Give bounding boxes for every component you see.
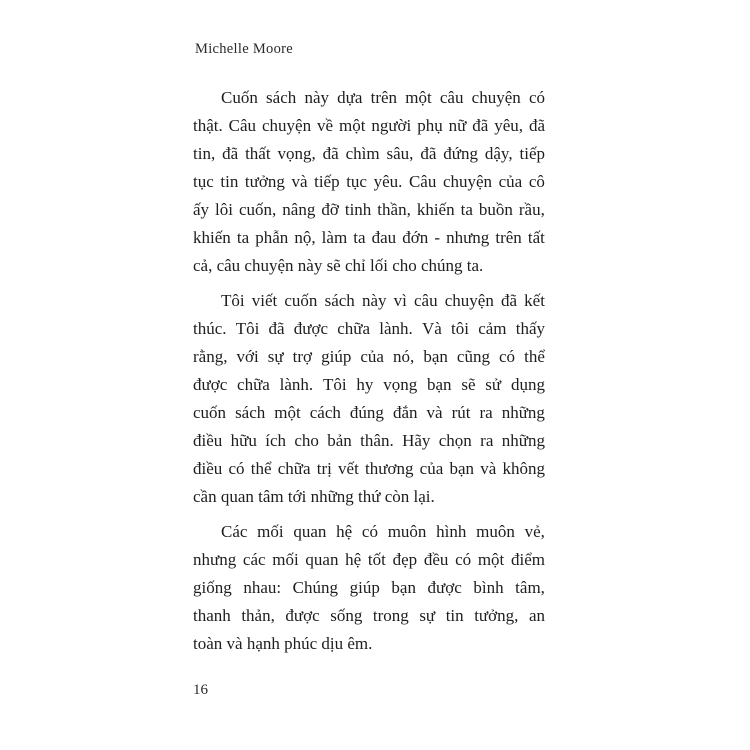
text-line: rằng, với sự trợ giúp của nó, bạn cũng có thể — [193, 347, 545, 366]
running-header-author: Michelle Moore — [195, 41, 294, 57]
paragraph — [193, 518, 545, 658]
text-line: cần quan tâm tới những thứ còn lại. — [193, 487, 435, 506]
text-line: cả, câu chuyện này sẽ chỉ lối cho chúng ta. — [193, 256, 484, 275]
text-line: Các mối quan hệ có muôn hình muôn vẻ, — [221, 522, 545, 541]
text-line: toàn và hạnh phúc dịu êm. — [193, 634, 373, 653]
text-line: cuốn sách một cách đúng đắn và rút ra những — [193, 403, 545, 422]
text-line: tin, đã thất vọng, đã chìm sâu, đã đứng dậy, tiếp — [193, 144, 545, 163]
text-line: được chữa lành. Tôi hy vọng bạn sẽ sử dụng — [193, 375, 545, 394]
text-line: giống nhau: Chúng giúp bạn được bình tâm, — [193, 578, 545, 597]
text-line: thật. Câu chuyện về một người phụ nữ đã yêu, đã — [193, 116, 545, 135]
text-line: nhưng các mối quan hệ tốt đẹp đều có một điểm — [193, 550, 545, 569]
text-line: khiến ta phẫn nộ, làm ta đau đớn - nhưng trên tất — [193, 228, 545, 247]
text-line: ấy lôi cuốn, nâng đỡ tinh thần, khiến ta buồn rầu, — [193, 200, 545, 219]
paragraph — [193, 84, 545, 280]
text-line: thanh thản, được sống trong sự tin tưởng, an — [193, 606, 545, 625]
text-line: điều hữu ích cho bản thân. Hãy chọn ra những — [193, 431, 545, 450]
text-line: Tôi viết cuốn sách này vì câu chuyện đã kết — [221, 291, 545, 310]
text-line: thúc. Tôi đã được chữa lành. Và tôi cảm thấy — [193, 319, 545, 338]
text-line: tục tin tưởng và tiếp tục yêu. Câu chuyện của cô — [193, 172, 545, 191]
paragraph — [193, 287, 545, 511]
page-number: 16 — [193, 682, 208, 698]
page-body — [193, 84, 545, 665]
text-line: điều có thể chữa trị vết thương của bạn và không — [193, 459, 545, 478]
text-line: Cuốn sách này dựa trên một câu chuyện có — [221, 88, 545, 107]
